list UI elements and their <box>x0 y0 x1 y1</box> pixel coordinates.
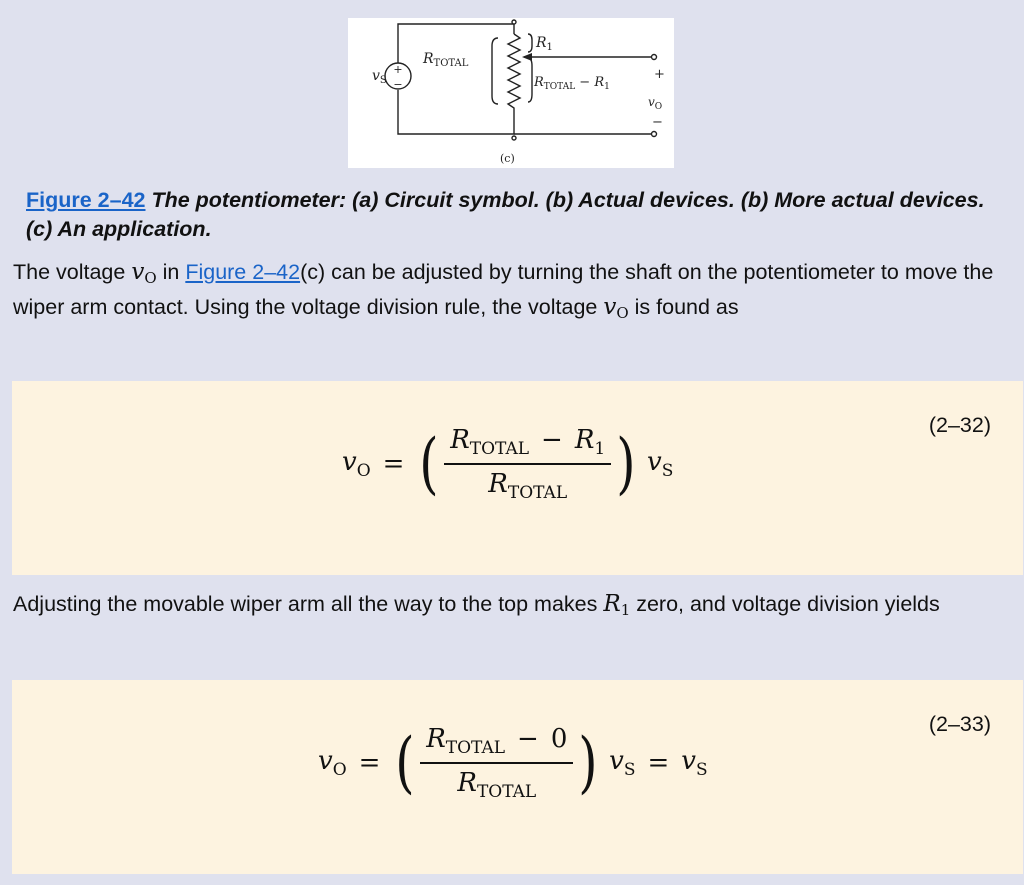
eq-lhs: $v_O$ <box>318 746 347 780</box>
numerator: $R_{TOTAL} - 0$ <box>420 724 573 764</box>
rtotal-bracket <box>492 38 498 104</box>
caption-text: The potentiometer: (a) Circuit symbol. (b) Actual devices. (b) More actual devices. (c) An application. <box>26 188 985 241</box>
para1-text-1: The voltage <box>13 260 132 284</box>
eq-rhs: $v_S$ <box>609 746 636 780</box>
resistor-zigzag <box>508 34 520 114</box>
paragraph-2 <box>13 590 1003 625</box>
para1-text-2: in <box>156 260 186 284</box>
eq-lhs: $v_O$ <box>342 447 371 481</box>
var-vo: $v_O$ <box>131 259 157 287</box>
bottom-node <box>512 136 516 140</box>
eq-equals: = <box>382 449 405 479</box>
para2-text-2: zero, and voltage division yields <box>630 592 940 616</box>
bottom-wire <box>398 90 514 134</box>
equation-box-2-33 <box>12 680 1023 874</box>
left-paren: ( <box>395 724 415 801</box>
label-part-c: (c) <box>500 152 515 165</box>
var-r1: $R_1$ <box>603 591 631 619</box>
right-paren: ) <box>616 425 636 502</box>
r1-bracket <box>528 34 532 52</box>
equation-number: (2–33) <box>928 712 991 736</box>
rdiff-bracket <box>528 58 532 102</box>
right-paren: ) <box>578 724 598 801</box>
eq-rhs-2: $v_S$ <box>681 746 708 780</box>
potentiometer-circuit-diagram <box>348 18 674 168</box>
label-output-minus: − <box>652 115 663 130</box>
denominator: $R_{TOTAL}$ <box>457 768 537 802</box>
para2-text-1: Adjusting the movable wiper arm all the way to the top makes <box>13 592 604 616</box>
denominator: $R_{TOTAL}$ <box>488 469 568 503</box>
paragraph-1 <box>13 258 1003 328</box>
var-vo-2: $v_O$ <box>603 294 629 322</box>
equation-box-2-32 <box>12 381 1023 575</box>
fraction <box>420 724 573 802</box>
output-plus-terminal <box>652 55 657 60</box>
left-paren: ( <box>419 425 439 502</box>
numerator: $R_{TOTAL} - R_1$ <box>444 425 611 465</box>
source-plus: + <box>393 63 403 76</box>
label-vo: $v_O$ <box>648 95 663 112</box>
label-r1: $R_1$ <box>536 35 553 53</box>
top-node <box>512 20 516 24</box>
eq-equals-2: = <box>647 748 670 778</box>
fraction <box>444 425 611 503</box>
para1-text-4: is found as <box>628 295 739 319</box>
label-rdiff: $R_{TOTAL} - R_1$ <box>534 75 610 92</box>
figure-link-inline[interactable]: Figure 2–42 <box>185 260 301 284</box>
label-vs: $v_S$ <box>372 68 387 86</box>
para1-text-3: (c) can be adjusted by turning the shaft on the potentiometer to move the wiper arm contact. Using the voltage division rule, the voltage <box>13 260 994 319</box>
wiper-arrow-icon <box>522 53 532 61</box>
figure-link[interactable]: Figure 2–42 <box>26 188 146 212</box>
figure-caption <box>26 186 996 244</box>
equation-2-32 <box>342 425 673 503</box>
output-minus-terminal <box>652 132 657 137</box>
label-output-plus: + <box>654 67 665 82</box>
source-minus: − <box>393 78 403 91</box>
label-rtotal: $R_{TOTAL}$ <box>423 51 469 69</box>
equation-2-33 <box>318 724 708 802</box>
circuit-figure <box>348 18 674 168</box>
eq-rhs: $v_S$ <box>646 447 674 481</box>
equation-number: (2–32) <box>928 413 991 437</box>
eq-equals: = <box>358 748 381 778</box>
